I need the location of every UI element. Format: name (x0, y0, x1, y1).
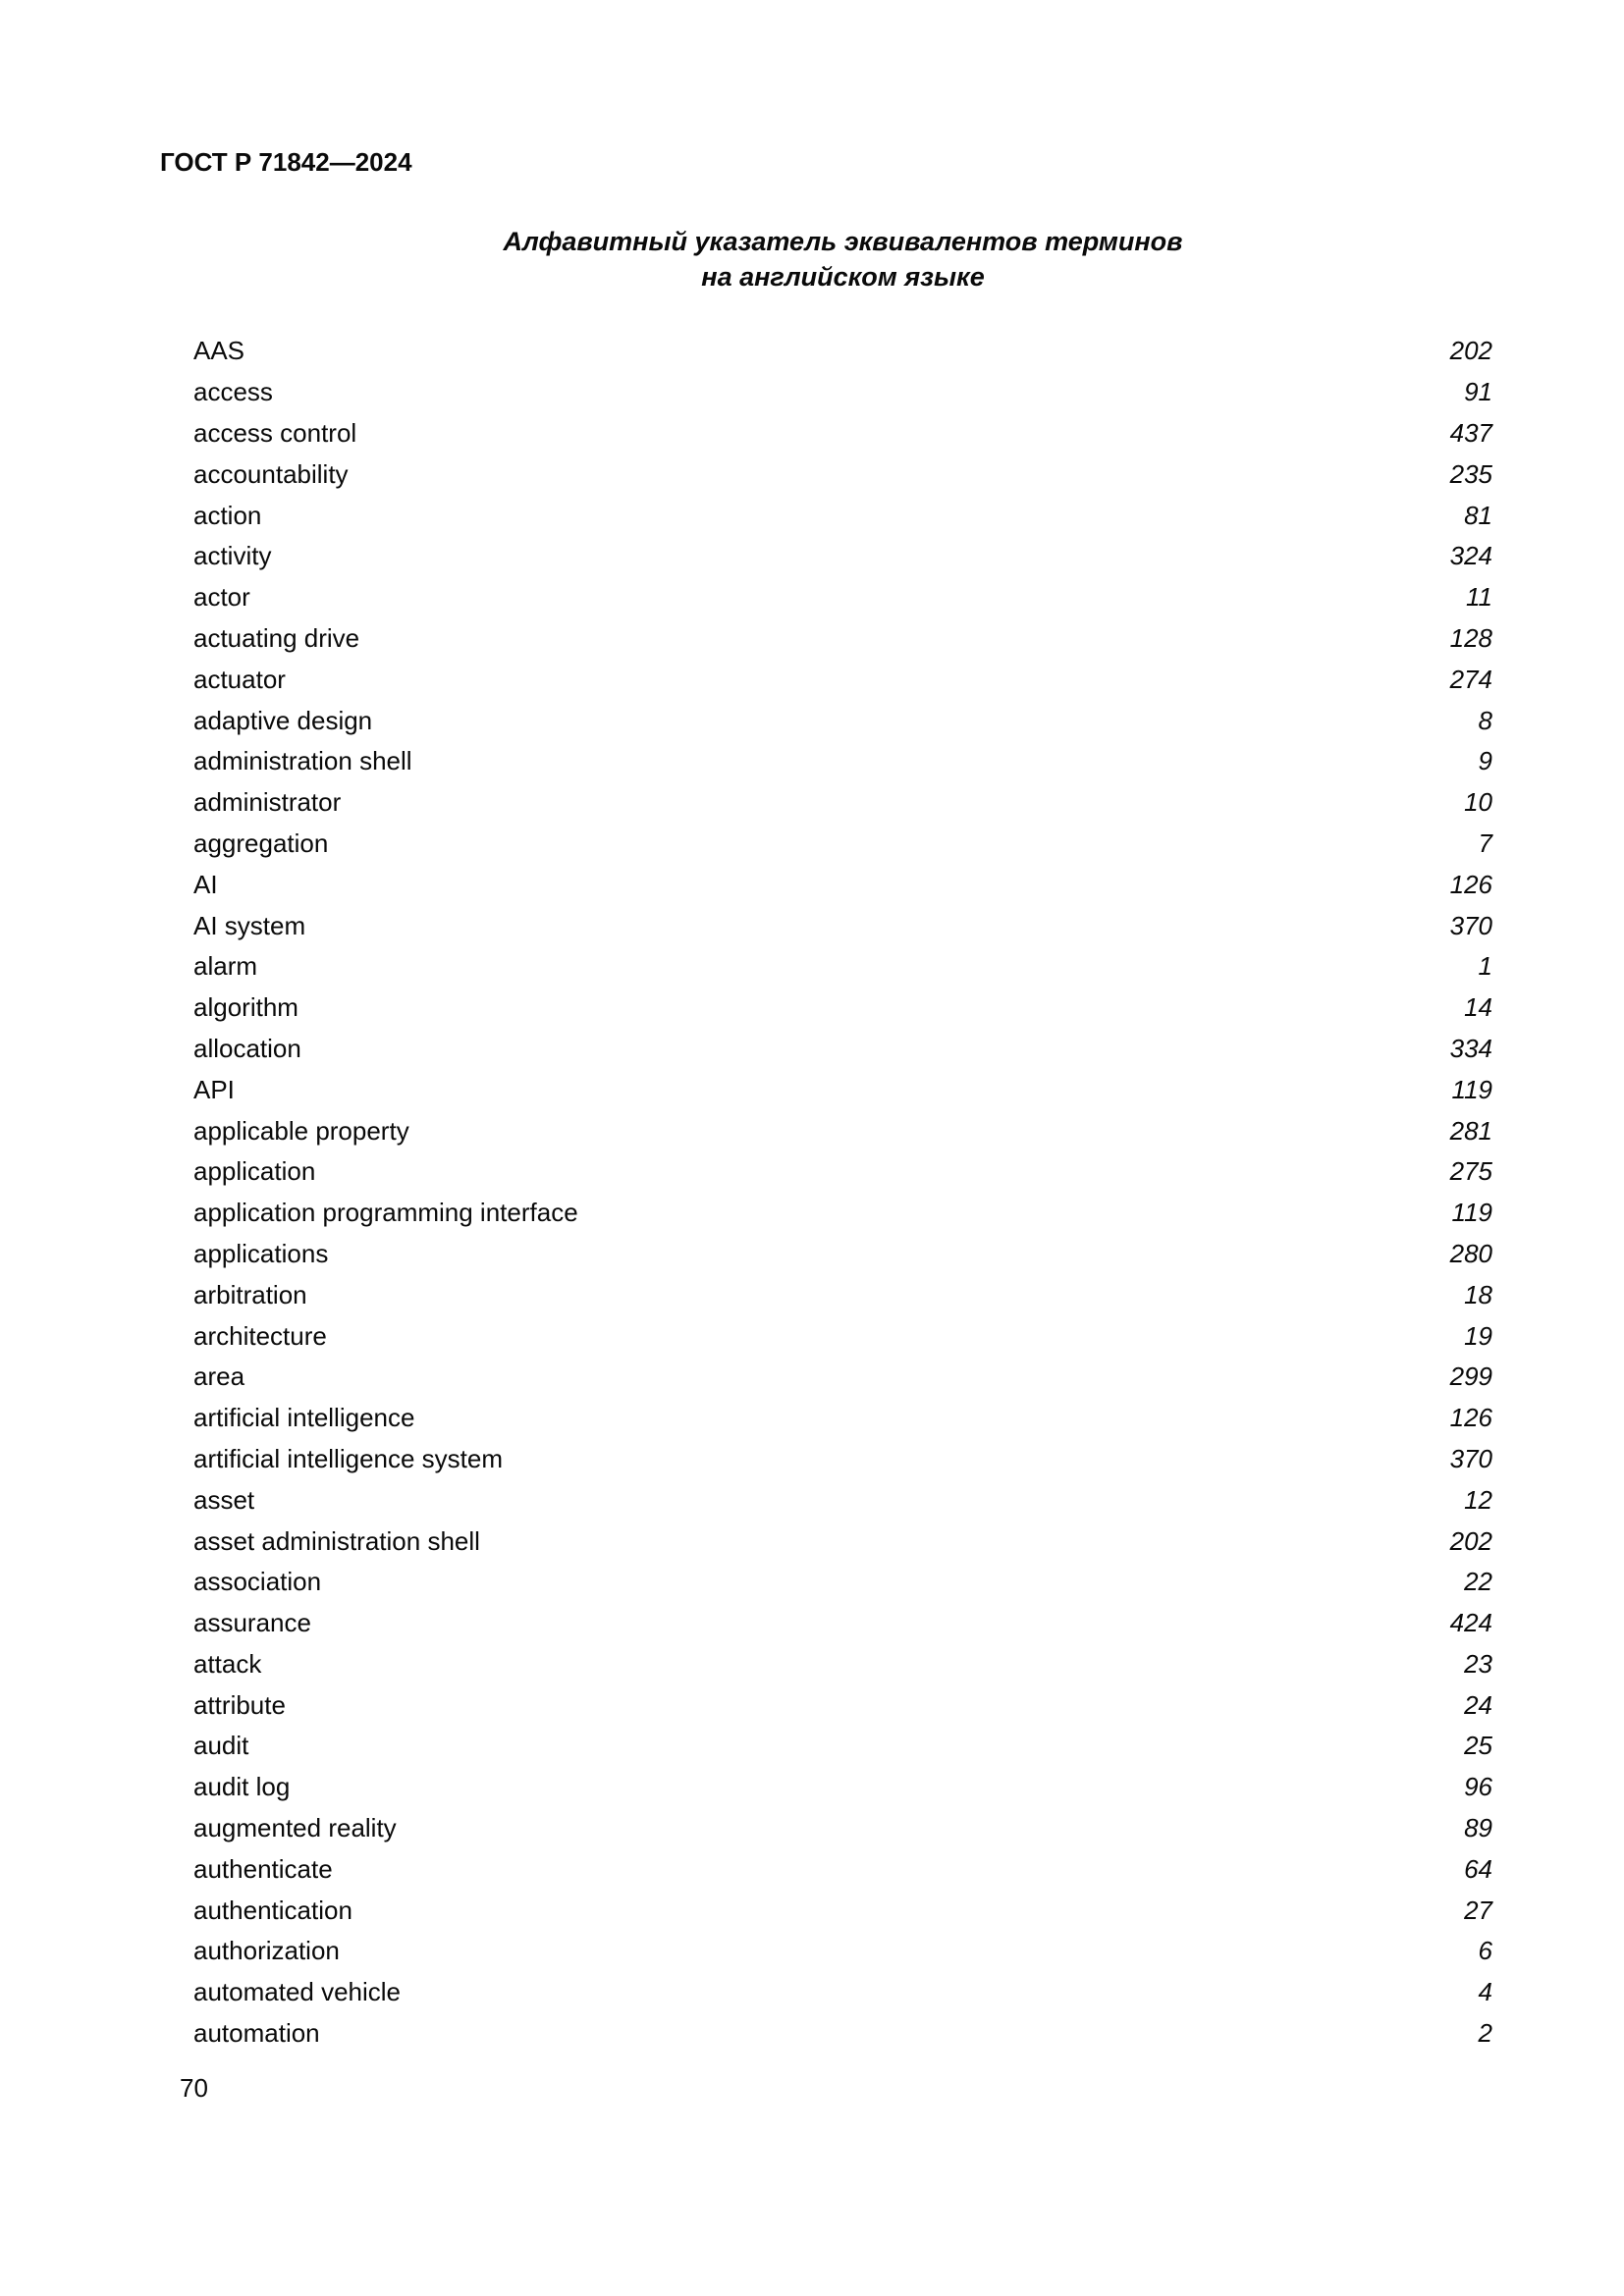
index-term: audit log (193, 1772, 291, 1802)
index-row (193, 1644, 1492, 1685)
index-page-ref: 281 (1449, 1115, 1492, 1146)
index-page-ref: 23 (1464, 1648, 1492, 1679)
index-page-ref: 91 (1464, 377, 1492, 407)
index-page-ref: 81 (1464, 500, 1492, 530)
index-term: algorithm (193, 992, 298, 1023)
index-row (193, 782, 1492, 824)
index-row (193, 1110, 1492, 1151)
index-row (193, 741, 1492, 782)
index-page-ref: 7 (1478, 828, 1492, 858)
index-page-ref: 370 (1449, 1443, 1492, 1473)
index-page-ref: 24 (1464, 1689, 1492, 1720)
index-page-ref: 27 (1464, 1895, 1492, 1925)
index-term: access (193, 377, 273, 407)
index-row (193, 659, 1492, 700)
index-term: adaptive design (193, 705, 373, 735)
index-term: application (193, 1156, 316, 1187)
index-page-ref: 370 (1449, 910, 1492, 940)
index-term: administration shell (193, 746, 412, 776)
index-page-ref: 25 (1464, 1731, 1492, 1761)
index-term: actor (193, 582, 250, 613)
index-term: accountability (193, 458, 349, 489)
page-number: 70 (180, 2073, 208, 2103)
index-row (193, 372, 1492, 413)
index-page-ref: 19 (1464, 1320, 1492, 1351)
index-title-line2: на английском языке (701, 262, 985, 292)
index-term: artificial intelligence system (193, 1443, 504, 1473)
index-term: actuating drive (193, 622, 360, 653)
index-page-ref: 14 (1464, 992, 1492, 1023)
index-row (193, 700, 1492, 741)
index-page-ref: 11 (1466, 582, 1492, 613)
index-row (193, 1890, 1492, 1931)
index-term: administrator (193, 787, 342, 818)
index-page-ref: 119 (1451, 1074, 1492, 1104)
index-term: assurance (193, 1608, 311, 1638)
index-row (193, 1357, 1492, 1398)
index-term: allocation (193, 1033, 301, 1063)
index-page-ref: 437 (1449, 417, 1492, 448)
index-page-ref: 96 (1464, 1772, 1492, 1802)
index-page-ref: 4 (1478, 1977, 1492, 2007)
index-row (193, 1398, 1492, 1439)
index-page-ref: 126 (1449, 1403, 1492, 1433)
index-title-line1: Алфавитный указатель эквивалентов терминов (503, 227, 1183, 256)
index-page-ref: 324 (1449, 541, 1492, 571)
index-row (193, 946, 1492, 988)
index-page-ref: 280 (1449, 1238, 1492, 1268)
index-row (193, 1603, 1492, 1644)
index-term: asset administration shell (193, 1525, 480, 1556)
index-page-ref: 8 (1478, 705, 1492, 735)
index-term: asset (193, 1484, 255, 1515)
index-row (193, 1562, 1492, 1603)
index-title (193, 224, 1492, 294)
index-page-ref: 10 (1464, 787, 1492, 818)
index-row (193, 454, 1492, 495)
index-page-ref: 2 (1478, 2018, 1492, 2049)
index-page-ref: 12 (1464, 1484, 1492, 1515)
index-term: artificial intelligence (193, 1403, 415, 1433)
index-row (193, 1726, 1492, 1767)
index-page-ref: 22 (1464, 1567, 1492, 1597)
index-row (193, 1439, 1492, 1480)
index-term: authentication (193, 1895, 352, 1925)
index-term: alarm (193, 951, 258, 982)
index-row (193, 864, 1492, 905)
index-page-ref: 1 (1478, 951, 1492, 982)
index-row (193, 2013, 1492, 2055)
index-row (193, 413, 1492, 454)
index-term: actuator (193, 664, 286, 694)
index-page-ref: 89 (1464, 1813, 1492, 1843)
index-page-ref: 119 (1451, 1198, 1492, 1228)
index-page-ref: 202 (1449, 336, 1492, 366)
index-row (193, 331, 1492, 372)
index-term: audit (193, 1731, 249, 1761)
index-page-ref: 128 (1449, 622, 1492, 653)
index-term: association (193, 1567, 322, 1597)
index-page-ref: 235 (1449, 458, 1492, 489)
index-page-ref: 334 (1449, 1033, 1492, 1063)
index-term: application programming interface (193, 1198, 578, 1228)
index-row (193, 1151, 1492, 1193)
index-term: AI system (193, 910, 306, 940)
index-page-ref: 275 (1449, 1156, 1492, 1187)
index-term: attribute (193, 1689, 286, 1720)
index-term: AAS (193, 336, 245, 366)
index-page-ref: 274 (1449, 664, 1492, 694)
index-term: automation (193, 2018, 320, 2049)
index-row (193, 577, 1492, 618)
index-term: AI (193, 869, 218, 899)
index-row (193, 1029, 1492, 1070)
index-term: API (193, 1074, 235, 1104)
index-page-ref: 126 (1449, 869, 1492, 899)
index-term: access control (193, 417, 357, 448)
index-term: authorization (193, 1936, 340, 1966)
index-term: applicable property (193, 1115, 409, 1146)
index-term: authenticate (193, 1853, 333, 1884)
index-term: augmented reality (193, 1813, 397, 1843)
index-row (193, 1684, 1492, 1726)
index-term: activity (193, 541, 272, 571)
index-page-ref: 424 (1449, 1608, 1492, 1638)
index-page-ref: 299 (1449, 1362, 1492, 1392)
index-row (193, 495, 1492, 536)
index-term: automated vehicle (193, 1977, 402, 2007)
index-row (193, 1193, 1492, 1234)
index-page-ref: 64 (1464, 1853, 1492, 1884)
index-row (193, 536, 1492, 577)
index-row (193, 1972, 1492, 2013)
index-term: area (193, 1362, 245, 1392)
index-row (193, 1274, 1492, 1315)
index-row (193, 1767, 1492, 1808)
index-row (193, 824, 1492, 865)
index-page-ref: 6 (1478, 1936, 1492, 1966)
index-term: action (193, 500, 262, 530)
index-row (193, 1234, 1492, 1275)
index-row (193, 1521, 1492, 1562)
index-row (193, 1069, 1492, 1110)
index-term: aggregation (193, 828, 329, 858)
doc-code-header: ГОСТ Р 71842—2024 (160, 147, 412, 177)
index-page-ref: 202 (1449, 1525, 1492, 1556)
index-row (193, 1479, 1492, 1521)
index-list (193, 331, 1492, 2054)
index-term: applications (193, 1238, 329, 1268)
index-term: arbitration (193, 1279, 307, 1309)
index-page-ref: 18 (1464, 1279, 1492, 1309)
index-row (193, 1848, 1492, 1890)
index-row (193, 1315, 1492, 1357)
index-term: attack (193, 1648, 262, 1679)
index-row (193, 1808, 1492, 1849)
index-row (193, 905, 1492, 946)
index-page-ref: 9 (1478, 746, 1492, 776)
index-row (193, 1931, 1492, 1972)
index-row (193, 618, 1492, 660)
index-term: architecture (193, 1320, 327, 1351)
index-row (193, 988, 1492, 1029)
